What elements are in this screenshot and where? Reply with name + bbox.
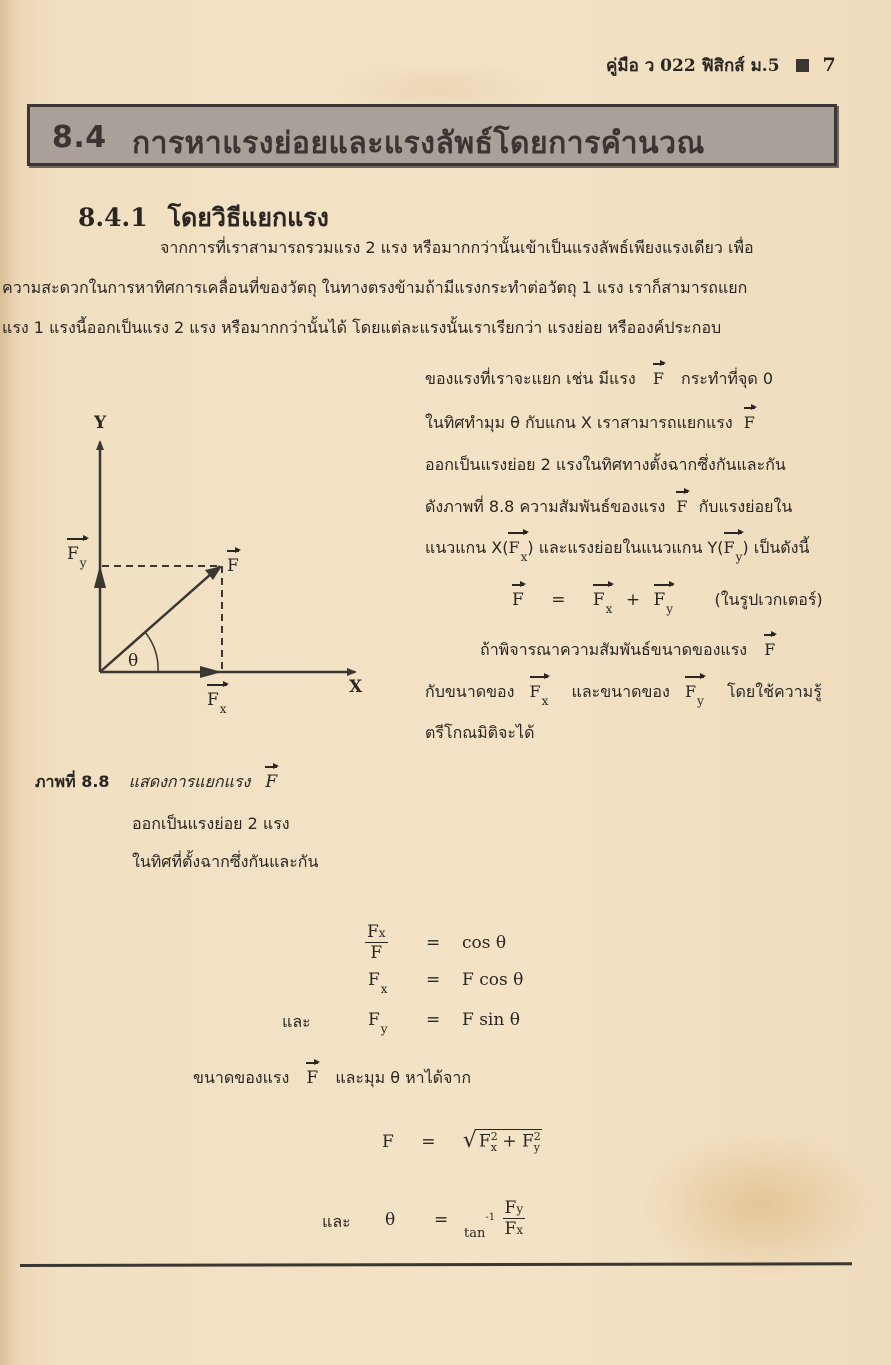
paragraph-line [480, 640, 775, 660]
subsection-heading [78, 198, 329, 238]
vector-Fy: $F_y$ [723, 538, 743, 564]
label-Fy: $F_y$ [67, 544, 87, 570]
paragraph-line [425, 413, 755, 433]
equation-lhs: $F_x$ [368, 970, 388, 996]
text-segment: ) และแรงย่อยในแนวแกน Y( [527, 538, 724, 557]
text-segment: โดยใช้ความรู้ [726, 682, 822, 701]
vector-Fy: $F_y$ [653, 590, 674, 616]
paragraph-line: ความสะดวกในการหาทิศการเคลื่อนที่ของวัตถุ ในทางตรงข้ามถ้ามีแรงกระทำต่อวัตถุ 1 แรง เราก็สามารถแยก [2, 278, 748, 297]
angle-arc [145, 632, 158, 672]
text-segment: ) เป็นดังนี้ [742, 538, 810, 557]
equation-lhs: θ [385, 1210, 396, 1230]
equals-sign: = [551, 590, 566, 610]
caption-text: ออกเป็นแรงย่อย 2 แรง [132, 814, 290, 833]
vector-equation [512, 590, 823, 616]
force-vector-F [100, 566, 220, 672]
angle-label-theta: θ [128, 651, 139, 671]
paragraph-line [425, 369, 773, 389]
subsection-number: 8.4.1 [78, 203, 148, 232]
equation-note: (ในรูปเวกเตอร์) [714, 590, 823, 609]
equals-sign: = [426, 970, 441, 990]
paragraph-line: ตรีโกณมิติจะได้ [425, 723, 535, 742]
axis-label-x: X [349, 677, 363, 697]
equation-rhs: cos θ [462, 933, 507, 953]
text-segment: ดังภาพที่ 8.8 ความสัมพันธ์ของแรง [425, 497, 666, 516]
equation-lhs: $F_y$ [368, 1010, 388, 1036]
vector-F: F [743, 413, 755, 432]
footer-rule [20, 1262, 852, 1267]
vector-F: F [512, 590, 524, 610]
text-segment: กระทำที่จุด 0 [681, 369, 773, 388]
equals-sign: = [434, 1210, 449, 1230]
page-number: 7 [822, 54, 836, 76]
caption-text: ในทิศที่ตั้งฉากซึ่งกันและกัน [132, 852, 319, 871]
paragraph-line [425, 682, 822, 708]
vector-F: F [652, 369, 664, 388]
text-segment: และมุม θ หาได้จาก [335, 1068, 472, 1087]
axis-label-y: Y [94, 413, 107, 433]
equals-sign: = [426, 1010, 441, 1030]
label-Fx: $F_x$ [207, 690, 227, 716]
force-resolution-diagram [40, 400, 380, 730]
text-segment: และขนาดของ [571, 682, 670, 701]
vector-F: F [265, 772, 278, 792]
equation-prefix: และ [282, 1012, 311, 1031]
label-F: F [227, 556, 239, 576]
magnitude-text [193, 1068, 471, 1088]
magnitude-equation: F = √ $F^2_x + F^2_y$ [382, 1128, 541, 1155]
text-segment: กับขนาดของ [425, 682, 515, 701]
running-title: คู่มือ ว 022 ฟิสิกส์ ม.5 [606, 56, 780, 76]
text-segment: ของแรงที่เราจะแยก เช่น มีแรง [425, 369, 636, 388]
section-number: 8.4 [52, 120, 107, 155]
arrowhead-Fy [94, 565, 106, 588]
vector-F: F [306, 1068, 319, 1088]
paragraph-line [425, 538, 810, 564]
text-segment: ขนาดของแรง [193, 1068, 290, 1087]
paragraph-line [425, 497, 792, 517]
vector-F: F [676, 497, 688, 516]
caption-label: ภาพที่ 8.8 [35, 772, 110, 791]
vector-Fy: $F_y$ [684, 682, 704, 708]
section-title-bar [27, 104, 837, 166]
running-header [606, 52, 836, 79]
figure-caption [35, 770, 277, 795]
square-bullet-icon [796, 59, 809, 72]
arctan-equation: $_{tan}^{-1}$ $\frac{Fy}{Fx}$ [464, 1198, 524, 1241]
text-segment: ในทิศทำมุม θ กับแกน X เราสามารถแยกแรง [425, 413, 733, 432]
equation-rhs: F cos θ [462, 970, 524, 990]
plus-sign: + [625, 590, 641, 610]
vector-F: F [764, 640, 776, 659]
vector-Fx: $F_x$ [529, 682, 549, 708]
paragraph-line: ออกเป็นแรงย่อย 2 แรงในทิศทางตั้งฉากซึ่งกันและกัน [425, 455, 786, 474]
paragraph-line: จากการที่เราสามารถรวมแรง 2 แรง หรือมากกว่านั้นเข้าเป็นแรงลัพธ์เพียงแรงเดียว เพื่อ [160, 238, 754, 257]
arrowhead-Fx [200, 666, 222, 678]
equals-sign: = [426, 933, 441, 953]
caption-text: แสดงการแยกแรง [128, 772, 251, 791]
paragraph-line: แรง 1 แรงนี้ออกเป็นแรง 2 แรง หรือมากกว่านั้นได้ โดยแต่ละแรงนั้นเราเรียกว่า แรงย่อย หรือองค์ประกอบ [2, 318, 722, 337]
equation-prefix: และ [322, 1212, 351, 1231]
subsection-title: โดยวิธีแยกแรง [167, 203, 329, 232]
text-segment: แนวแกน X( [425, 538, 509, 557]
text-segment: ถ้าพิจารณาความสัมพันธ์ขนาดของแรง [480, 640, 748, 659]
vector-Fx: $F_x$ [592, 590, 613, 616]
vector-Fx: $F_x$ [508, 538, 528, 564]
section-title: การหาแรงย่อยและแรงลัพธ์โดยการคำนวณ [132, 126, 705, 161]
paper-stain [640, 1130, 880, 1280]
equation-fraction: $\frac{Fx}{F}$ [367, 922, 386, 963]
text-segment: กับแรงย่อยใน [698, 497, 793, 516]
equation-rhs: F sin θ [462, 1010, 520, 1030]
